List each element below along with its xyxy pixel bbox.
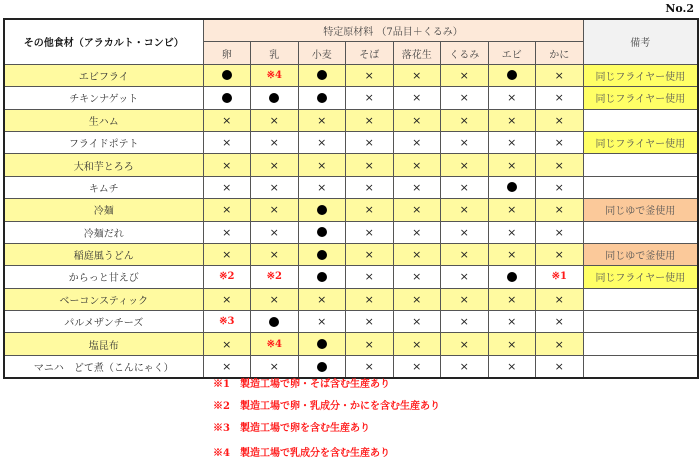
allergen-table xyxy=(3,18,699,379)
remark-cell xyxy=(583,333,698,355)
footnote-ref: ※4 xyxy=(266,69,282,81)
not-contained-mark: × xyxy=(459,158,469,172)
allergen-cell xyxy=(298,64,346,86)
not-contained-mark: × xyxy=(269,113,279,127)
not-contained-mark: × xyxy=(364,180,374,194)
allergen-cell xyxy=(488,266,536,288)
allergen-cell xyxy=(298,355,346,378)
allergen-cell xyxy=(346,131,394,153)
allergen-cell xyxy=(203,154,251,176)
allergen-cell xyxy=(441,109,489,131)
allergen-cell xyxy=(441,221,489,243)
not-contained-mark: × xyxy=(269,158,279,172)
not-contained-mark: × xyxy=(222,180,232,194)
column-header: エビ xyxy=(488,42,536,64)
allergen-cell xyxy=(251,64,299,86)
allergen-cell xyxy=(251,266,299,288)
allergen-cell xyxy=(441,266,489,288)
allergen-cell xyxy=(346,288,394,310)
not-contained-mark: × xyxy=(554,225,564,239)
allergen-cell xyxy=(536,288,584,310)
allergen-cell xyxy=(441,64,489,86)
not-contained-mark: × xyxy=(507,292,517,306)
allergen-cell xyxy=(488,87,536,109)
contains-dot-icon xyxy=(317,339,327,349)
allergen-cell xyxy=(441,333,489,355)
not-contained-mark: × xyxy=(554,203,564,217)
allergen-cell xyxy=(298,288,346,310)
table-row xyxy=(4,154,698,176)
allergen-cell xyxy=(536,176,584,198)
allergen-cell xyxy=(298,176,346,198)
allergen-cell xyxy=(536,64,584,86)
allergen-cell xyxy=(441,311,489,333)
allergen-cell xyxy=(536,87,584,109)
remark-cell xyxy=(583,109,698,131)
footnote-item: ※2 製造工場で卵・乳成分・かにを含む生産あり xyxy=(213,401,440,412)
column-header: 卵 xyxy=(203,42,251,64)
food-name: 大和芋とろろ xyxy=(4,154,203,176)
not-contained-mark: × xyxy=(222,292,232,306)
allergen-cell xyxy=(251,311,299,333)
allergen-cell xyxy=(393,199,441,221)
remark-cell xyxy=(583,154,698,176)
food-name: ベーコンスティック xyxy=(4,288,203,310)
contains-dot-icon xyxy=(269,317,279,327)
table-row xyxy=(4,176,698,198)
not-contained-mark: × xyxy=(222,203,232,217)
allergen-cell xyxy=(298,266,346,288)
not-contained-mark: × xyxy=(459,337,469,351)
allergen-cell xyxy=(203,266,251,288)
allergen-cell xyxy=(488,131,536,153)
allergen-cell xyxy=(441,288,489,310)
footnotes xyxy=(213,378,440,469)
table-row xyxy=(4,243,698,265)
allergen-cell xyxy=(298,154,346,176)
table-body xyxy=(4,64,698,378)
not-contained-mark: × xyxy=(222,360,232,374)
footnote-item: ※4 製造工場で乳成分を含む生産あり xyxy=(213,448,390,459)
allergen-cell xyxy=(203,221,251,243)
allergen-cell xyxy=(393,64,441,86)
allergen-cell xyxy=(441,154,489,176)
allergen-cell xyxy=(203,243,251,265)
not-contained-mark: × xyxy=(222,136,232,150)
allergen-cell xyxy=(298,333,346,355)
allergen-cell xyxy=(346,266,394,288)
remark-cell: 同じフライヤー使用 xyxy=(583,131,698,153)
food-name: フライドポテト xyxy=(4,131,203,153)
not-contained-mark: × xyxy=(412,225,422,239)
not-contained-mark: × xyxy=(269,203,279,217)
contains-dot-icon xyxy=(317,93,327,103)
food-name: からっと甘えび xyxy=(4,266,203,288)
allergen-cell xyxy=(203,333,251,355)
allergen-cell xyxy=(346,109,394,131)
table-row xyxy=(4,109,698,131)
allergen-cell xyxy=(203,288,251,310)
contains-dot-icon xyxy=(222,93,232,103)
food-name: 稲庭風うどん xyxy=(4,243,203,265)
not-contained-mark: × xyxy=(222,248,232,262)
not-contained-mark: × xyxy=(412,360,422,374)
not-contained-mark: × xyxy=(317,292,327,306)
allergen-cell xyxy=(298,199,346,221)
not-contained-mark: × xyxy=(364,315,374,329)
allergen-cell xyxy=(393,266,441,288)
not-contained-mark: × xyxy=(507,91,517,105)
contains-dot-icon xyxy=(269,93,279,103)
not-contained-mark: × xyxy=(554,91,564,105)
not-contained-mark: × xyxy=(507,225,517,239)
column-header: 小麦 xyxy=(298,42,346,64)
allergen-cell xyxy=(393,311,441,333)
allergen-cell xyxy=(203,199,251,221)
allergen-cell xyxy=(203,109,251,131)
allergen-cell xyxy=(488,154,536,176)
allergen-cell xyxy=(346,199,394,221)
not-contained-mark: × xyxy=(317,315,327,329)
remark-cell: 同じフライヤー使用 xyxy=(583,64,698,86)
allergen-cell xyxy=(536,355,584,378)
remark-cell: 同じフライヤー使用 xyxy=(583,266,698,288)
not-contained-mark: × xyxy=(412,136,422,150)
allergen-cell xyxy=(393,109,441,131)
not-contained-mark: × xyxy=(412,337,422,351)
allergen-cell xyxy=(251,243,299,265)
allergen-cell xyxy=(251,176,299,198)
remark-cell xyxy=(583,221,698,243)
not-contained-mark: × xyxy=(554,292,564,306)
contains-dot-icon xyxy=(317,362,327,372)
allergen-cell xyxy=(393,355,441,378)
footnote-item: ※3 製造工場で卵を含む生産あり xyxy=(213,423,370,434)
table-row xyxy=(4,266,698,288)
food-name: 冷麺 xyxy=(4,199,203,221)
allergen-cell xyxy=(488,109,536,131)
column-header: くるみ xyxy=(441,42,489,64)
not-contained-mark: × xyxy=(459,113,469,127)
remark-cell xyxy=(583,288,698,310)
not-contained-mark: × xyxy=(222,158,232,172)
allergen-cell xyxy=(441,199,489,221)
not-contained-mark: × xyxy=(459,136,469,150)
not-contained-mark: × xyxy=(317,136,327,150)
allergen-cell xyxy=(488,288,536,310)
footnote-ref: ※2 xyxy=(266,271,282,283)
allergen-cell xyxy=(203,176,251,198)
allergen-cell xyxy=(346,333,394,355)
not-contained-mark: × xyxy=(459,68,469,82)
food-name: マニハ どて煮（こんにゃく） xyxy=(4,355,203,378)
footnote-ref: ※2 xyxy=(219,271,235,283)
not-contained-mark: × xyxy=(412,113,422,127)
allergen-cell xyxy=(488,199,536,221)
allergen-cell xyxy=(298,221,346,243)
footnote-ref: ※4 xyxy=(266,338,282,350)
not-contained-mark: × xyxy=(412,292,422,306)
not-contained-mark: × xyxy=(364,337,374,351)
allergen-cell xyxy=(488,355,536,378)
not-contained-mark: × xyxy=(554,337,564,351)
allergen-cell xyxy=(536,311,584,333)
food-name: パルメザンチーズ xyxy=(4,311,203,333)
not-contained-mark: × xyxy=(364,158,374,172)
column-header: 落花生 xyxy=(393,42,441,64)
not-contained-mark: × xyxy=(364,292,374,306)
allergen-cell xyxy=(393,243,441,265)
table-row xyxy=(4,131,698,153)
column-header: 乳 xyxy=(251,42,299,64)
contains-dot-icon xyxy=(317,250,327,260)
food-name: キムチ xyxy=(4,176,203,198)
allergen-cell xyxy=(441,355,489,378)
contains-dot-icon xyxy=(507,272,517,282)
not-contained-mark: × xyxy=(364,136,374,150)
not-contained-mark: × xyxy=(459,225,469,239)
allergen-cell xyxy=(203,87,251,109)
not-contained-mark: × xyxy=(554,158,564,172)
allergen-cell xyxy=(251,131,299,153)
remark-cell xyxy=(583,176,698,198)
allergen-cell xyxy=(536,243,584,265)
allergen-cell xyxy=(346,355,394,378)
not-contained-mark: × xyxy=(507,113,517,127)
allergen-cell xyxy=(441,243,489,265)
footnote-ref: ※1 xyxy=(551,271,567,283)
not-contained-mark: × xyxy=(412,91,422,105)
allergen-cell xyxy=(251,154,299,176)
allergen-cell xyxy=(346,87,394,109)
allergen-cell xyxy=(441,87,489,109)
allergen-cell xyxy=(346,221,394,243)
not-contained-mark: × xyxy=(364,248,374,262)
allergen-cell xyxy=(393,154,441,176)
allergen-cell xyxy=(251,221,299,243)
allergen-cell xyxy=(203,311,251,333)
not-contained-mark: × xyxy=(412,180,422,194)
allergen-cell xyxy=(251,355,299,378)
allergen-cell xyxy=(298,311,346,333)
footnote-item: ※1 製造工場で卵・そば含む生産あり xyxy=(213,379,390,390)
allergen-cell xyxy=(203,64,251,86)
not-contained-mark: × xyxy=(269,225,279,239)
not-contained-mark: × xyxy=(222,113,232,127)
not-contained-mark: × xyxy=(459,292,469,306)
remark-cell: 同じフライヤー使用 xyxy=(583,87,698,109)
footnote-ref: ※3 xyxy=(219,316,235,328)
not-contained-mark: × xyxy=(222,225,232,239)
contains-dot-icon xyxy=(317,70,327,80)
not-contained-mark: × xyxy=(364,225,374,239)
allergen-cell xyxy=(298,243,346,265)
food-name: 塩昆布 xyxy=(4,333,203,355)
food-name: チキンナゲット xyxy=(4,87,203,109)
allergen-cell xyxy=(488,311,536,333)
allergen-cell xyxy=(536,154,584,176)
allergen-cell xyxy=(488,221,536,243)
not-contained-mark: × xyxy=(364,270,374,284)
not-contained-mark: × xyxy=(317,180,327,194)
contains-dot-icon xyxy=(507,70,517,80)
not-contained-mark: × xyxy=(269,136,279,150)
not-contained-mark: × xyxy=(459,360,469,374)
allergen-cell xyxy=(298,87,346,109)
allergen-cell xyxy=(393,288,441,310)
allergen-cell xyxy=(393,131,441,153)
contains-dot-icon xyxy=(317,205,327,215)
allergen-group-header: 特定原材料 （7品目＋くるみ） xyxy=(203,19,583,42)
food-name: 生ハム xyxy=(4,109,203,131)
not-contained-mark: × xyxy=(507,136,517,150)
not-contained-mark: × xyxy=(459,315,469,329)
not-contained-mark: × xyxy=(554,315,564,329)
allergen-cell xyxy=(393,221,441,243)
allergen-cell xyxy=(393,176,441,198)
allergen-cell xyxy=(298,131,346,153)
contains-dot-icon xyxy=(317,272,327,282)
column-header: かに xyxy=(536,42,584,64)
remark-cell xyxy=(583,311,698,333)
not-contained-mark: × xyxy=(364,91,374,105)
not-contained-mark: × xyxy=(459,270,469,284)
allergen-cell xyxy=(203,131,251,153)
not-contained-mark: × xyxy=(364,68,374,82)
not-contained-mark: × xyxy=(364,360,374,374)
not-contained-mark: × xyxy=(507,337,517,351)
table-row xyxy=(4,64,698,86)
allergen-cell xyxy=(346,64,394,86)
not-contained-mark: × xyxy=(554,136,564,150)
not-contained-mark: × xyxy=(412,315,422,329)
table-row xyxy=(4,221,698,243)
allergen-cell xyxy=(488,333,536,355)
contains-dot-icon xyxy=(222,70,232,80)
allergen-cell xyxy=(536,333,584,355)
not-contained-mark: × xyxy=(269,360,279,374)
remark-cell xyxy=(583,355,698,378)
contains-dot-icon xyxy=(507,182,517,192)
allergen-cell xyxy=(536,266,584,288)
allergen-cell xyxy=(536,221,584,243)
not-contained-mark: × xyxy=(507,158,517,172)
not-contained-mark: × xyxy=(459,180,469,194)
not-contained-mark: × xyxy=(412,270,422,284)
not-contained-mark: × xyxy=(554,113,564,127)
page-number: No.2 xyxy=(665,2,694,15)
not-contained-mark: × xyxy=(412,203,422,217)
allergen-cell xyxy=(393,333,441,355)
allergen-cell xyxy=(488,243,536,265)
not-contained-mark: × xyxy=(459,248,469,262)
allergen-cell xyxy=(346,311,394,333)
food-name: エビフライ xyxy=(4,64,203,86)
not-contained-mark: × xyxy=(412,248,422,262)
not-contained-mark: × xyxy=(269,248,279,262)
not-contained-mark: × xyxy=(364,203,374,217)
allergen-cell xyxy=(393,87,441,109)
allergen-cell xyxy=(536,109,584,131)
allergen-cell xyxy=(251,333,299,355)
table-row xyxy=(4,288,698,310)
not-contained-mark: × xyxy=(364,113,374,127)
not-contained-mark: × xyxy=(459,203,469,217)
remark-cell: 同じゆで釜使用 xyxy=(583,243,698,265)
table-row xyxy=(4,333,698,355)
not-contained-mark: × xyxy=(412,158,422,172)
not-contained-mark: × xyxy=(554,68,564,82)
allergen-cell xyxy=(488,176,536,198)
not-contained-mark: × xyxy=(412,68,422,82)
allergen-cell xyxy=(441,131,489,153)
remark-cell: 同じゆで釜使用 xyxy=(583,199,698,221)
not-contained-mark: × xyxy=(317,113,327,127)
allergen-cell xyxy=(251,288,299,310)
not-contained-mark: × xyxy=(317,158,327,172)
allergen-cell xyxy=(536,131,584,153)
food-name: 冷麺だれ xyxy=(4,221,203,243)
allergen-cell xyxy=(251,199,299,221)
table-title: その他食材（アラカルト・コンビ） xyxy=(4,19,203,64)
table-row xyxy=(4,355,698,378)
not-contained-mark: × xyxy=(554,180,564,194)
allergen-cell xyxy=(346,243,394,265)
not-contained-mark: × xyxy=(459,91,469,105)
contains-dot-icon xyxy=(317,227,327,237)
not-contained-mark: × xyxy=(507,248,517,262)
allergen-cell xyxy=(346,154,394,176)
not-contained-mark: × xyxy=(222,337,232,351)
allergen-cell xyxy=(488,64,536,86)
allergen-cell xyxy=(441,176,489,198)
table-row xyxy=(4,311,698,333)
not-contained-mark: × xyxy=(269,180,279,194)
allergen-cell xyxy=(298,109,346,131)
not-contained-mark: × xyxy=(554,248,564,262)
remarks-header: 備考 xyxy=(583,19,698,64)
allergen-cell xyxy=(251,109,299,131)
not-contained-mark: × xyxy=(507,360,517,374)
allergen-cell xyxy=(251,87,299,109)
not-contained-mark: × xyxy=(507,315,517,329)
allergen-cell xyxy=(203,355,251,378)
table-row xyxy=(4,199,698,221)
allergen-cell xyxy=(346,176,394,198)
not-contained-mark: × xyxy=(507,203,517,217)
not-contained-mark: × xyxy=(269,292,279,306)
column-header: そば xyxy=(346,42,394,64)
table-row xyxy=(4,87,698,109)
not-contained-mark: × xyxy=(554,360,564,374)
allergen-cell xyxy=(536,199,584,221)
